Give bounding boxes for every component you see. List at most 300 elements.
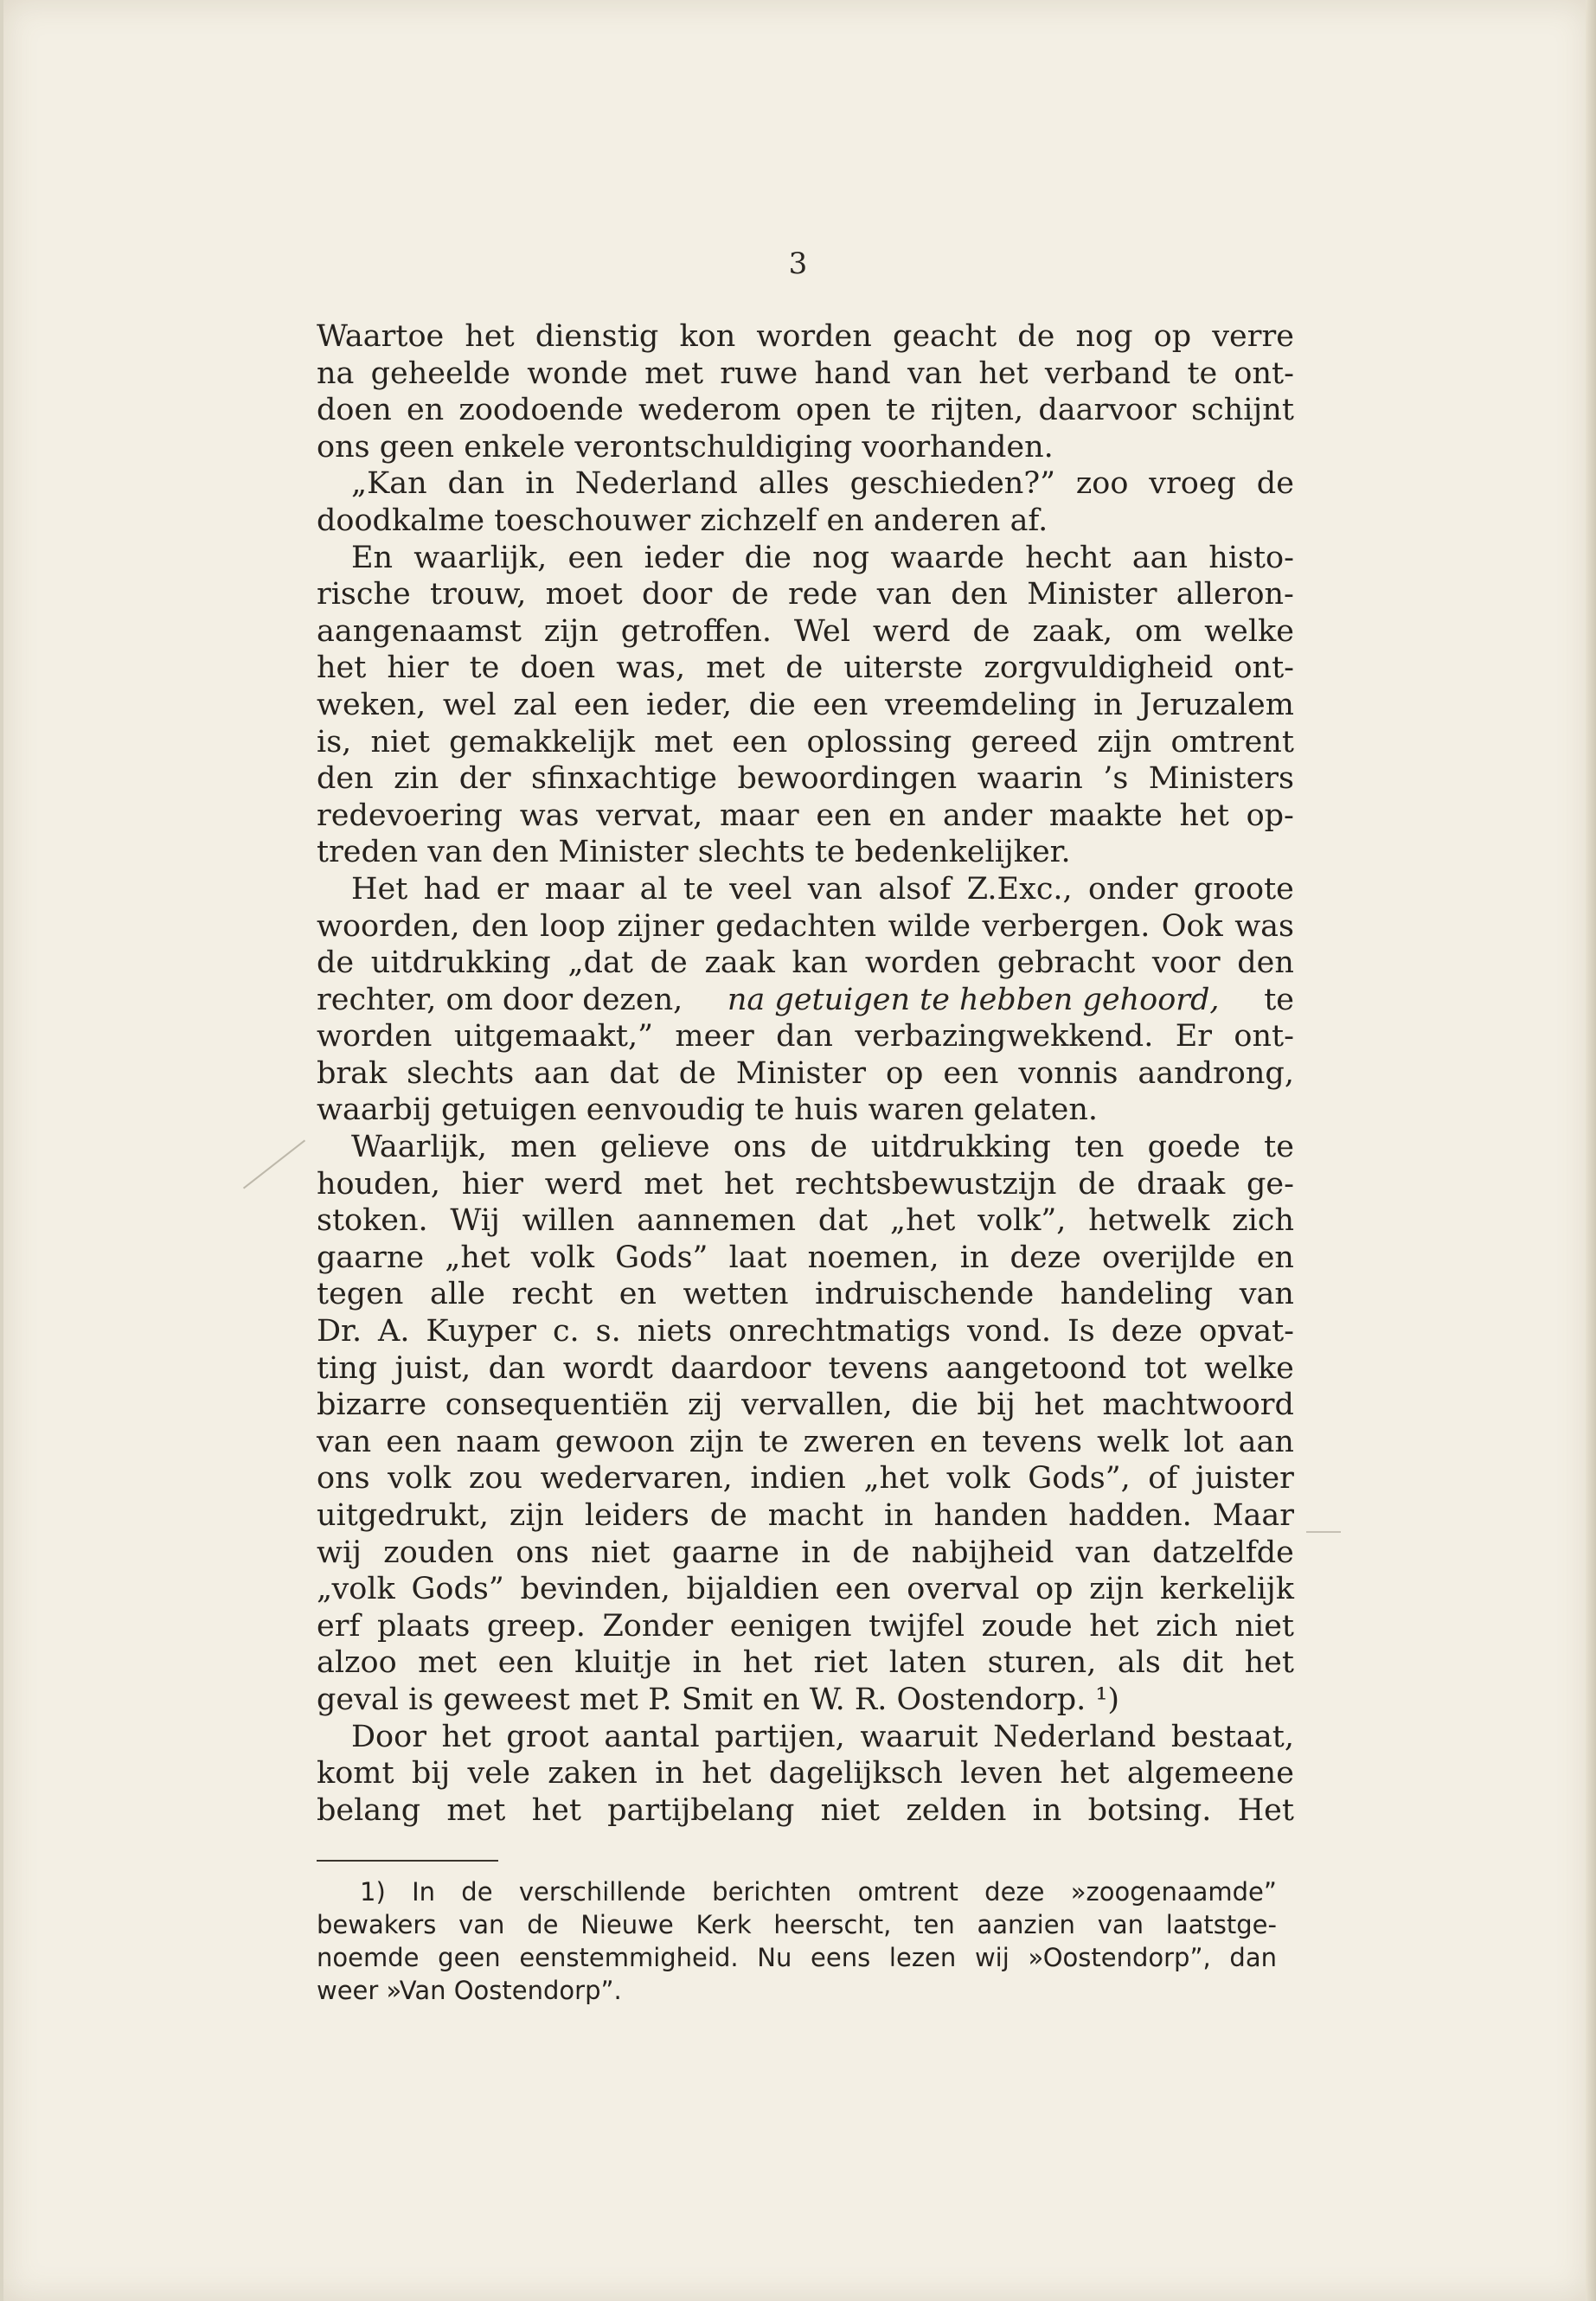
text-line (317, 1792, 1294, 1830)
word: te (1187, 356, 1218, 391)
word: het (1089, 1608, 1139, 1644)
word: wij (317, 1535, 362, 1570)
word: ieder (644, 540, 724, 575)
word: „volk (317, 1572, 395, 1607)
word: aantal (604, 1719, 700, 1754)
text-line (317, 356, 1294, 393)
word: aan (1238, 1424, 1294, 1459)
word: voor (1151, 945, 1221, 981)
word: deze (984, 1877, 1045, 1907)
word: het (531, 1792, 581, 1828)
word: groot (506, 1719, 589, 1754)
word: dat (817, 1203, 869, 1239)
word: ’s (1103, 761, 1129, 797)
word: weken, (317, 687, 426, 722)
word: zijn (1089, 1572, 1144, 1607)
word: overval (907, 1572, 1020, 1607)
word: hadden. (1068, 1498, 1192, 1533)
footnote-line (317, 1875, 1277, 1908)
word: van (1239, 1277, 1294, 1312)
word: onrechtmatigs (728, 1314, 952, 1349)
word: gaarne (317, 1240, 425, 1275)
word: s. (595, 1314, 621, 1349)
word: »Oostendorp”, (1028, 1943, 1211, 1972)
text-line: waarbij getuigen eenvoudig te huis waren gelaten. (317, 1093, 1099, 1128)
word: aanzien (977, 1910, 1075, 1939)
word: een (943, 1055, 999, 1091)
word: rechtsbewustzijn (795, 1166, 1057, 1202)
word: erf (317, 1608, 361, 1644)
word: met (654, 724, 714, 760)
word: Z.Exc., (966, 871, 1073, 907)
word: maakte (1048, 798, 1163, 833)
word: Waartoe (317, 319, 445, 354)
word: van (1075, 1535, 1131, 1570)
word: tevens (828, 1350, 929, 1386)
word: „het (889, 1203, 956, 1239)
word: Jeruzalem (1139, 687, 1294, 722)
text-line (317, 540, 1294, 577)
word: hier (387, 651, 449, 686)
word: bij (411, 1756, 451, 1791)
word: aangetoond (945, 1350, 1127, 1386)
word: ting (317, 1350, 378, 1386)
word: zal (513, 687, 557, 722)
word: tevens (982, 1424, 1082, 1459)
word: geschieden?” (849, 466, 1056, 502)
word: „Kan (351, 466, 427, 502)
word: de (527, 1910, 559, 1939)
word: op- (1246, 798, 1294, 833)
word: heerscht, (773, 1910, 892, 1939)
text-line (317, 871, 1294, 908)
word: was (519, 798, 580, 833)
word: in (525, 466, 554, 502)
word: botsing. (1087, 1792, 1212, 1828)
word: het (702, 1756, 752, 1791)
word: Gods” (411, 1572, 504, 1607)
word: volk (388, 1461, 452, 1497)
word: het (465, 319, 515, 354)
word: nog (812, 540, 870, 575)
word: uitdrukking (370, 945, 551, 981)
word: lot (1183, 1424, 1224, 1459)
word: als (1117, 1645, 1161, 1681)
word: te (1264, 1130, 1294, 1165)
word: een (816, 798, 872, 833)
text-line (317, 798, 1294, 835)
word: moet (545, 577, 623, 612)
word: Gods”, (1028, 1461, 1131, 1497)
word: de (461, 1877, 493, 1907)
word: een (497, 1645, 554, 1681)
word: c. (552, 1314, 580, 1349)
text-line (317, 908, 1294, 945)
word: den (951, 577, 1008, 612)
word: alleron- (1176, 577, 1294, 612)
word: volk”, (977, 1203, 1067, 1239)
word: die (744, 540, 792, 575)
word: of (1148, 1461, 1178, 1497)
word: gereed (971, 724, 1079, 760)
word: een (812, 687, 869, 722)
word: was, (616, 651, 686, 686)
footnote-line (317, 1908, 1277, 1941)
word: al (639, 871, 668, 907)
word: waaruit (860, 1719, 978, 1754)
word: tot (1144, 1350, 1187, 1386)
word: woorden, (317, 908, 460, 944)
word: riet (813, 1645, 869, 1681)
text-line (317, 1644, 1294, 1682)
word: vreemdeling (885, 687, 1077, 722)
word: zijn (543, 613, 599, 649)
word: het (978, 356, 1029, 391)
word: er (496, 871, 529, 907)
text-line (317, 1424, 1294, 1461)
word: bestaat, (1170, 1719, 1294, 1754)
word: waarde (890, 540, 1004, 575)
word: trouw, (430, 577, 527, 612)
word: Zonder (602, 1608, 714, 1644)
text-line (317, 1055, 1294, 1093)
word: kon (679, 319, 736, 354)
text-line (317, 1240, 1294, 1277)
word: zich (1156, 1608, 1218, 1644)
word: A. (378, 1314, 410, 1349)
word: te (758, 1424, 789, 1459)
word: Kuyper (426, 1314, 536, 1349)
text-line (317, 760, 1294, 798)
word: houden, (317, 1166, 440, 1202)
word: van (458, 1910, 505, 1939)
word: zoo (1075, 466, 1129, 502)
text-line (317, 1460, 1294, 1497)
word: datzelfde (1152, 1535, 1294, 1570)
word: de (852, 1535, 890, 1570)
word: partijbelang (607, 1792, 795, 1828)
word: niet (591, 1535, 651, 1570)
word: aan (1131, 540, 1189, 575)
text-line (317, 465, 1294, 503)
word: die (911, 1388, 958, 1423)
word: vervat, (596, 798, 703, 833)
word: zweren (803, 1424, 915, 1459)
word: wonde (527, 356, 628, 391)
word: „het (445, 1240, 510, 1275)
word: naam (456, 1424, 541, 1459)
word: zouden (383, 1535, 494, 1570)
word: alles (758, 466, 830, 502)
word: oplossing (806, 724, 952, 760)
word: Waarlijk, (351, 1130, 487, 1165)
word: vele (467, 1756, 530, 1791)
word: machtwoord (1102, 1388, 1294, 1423)
text-line: ons geen enkele verontschuldiging voorhanden. (317, 429, 1054, 465)
word: alsof (878, 871, 952, 907)
word: in (801, 1535, 831, 1570)
word: verre (1212, 319, 1294, 354)
word: in (1093, 687, 1123, 722)
word: brak (317, 1055, 388, 1091)
word: rede (787, 577, 858, 612)
word: het (724, 1166, 774, 1202)
word: in (1032, 1792, 1062, 1828)
word: deze (1111, 1314, 1183, 1349)
word: volk (530, 1240, 595, 1275)
word: Wel (793, 613, 850, 649)
word: indien (750, 1461, 846, 1497)
word: aangenaamst (317, 613, 522, 649)
word: geacht (892, 319, 997, 354)
word: een (732, 724, 788, 760)
word: worden (756, 319, 872, 354)
text-line (317, 687, 1294, 724)
word: het (1244, 1645, 1294, 1681)
word: dienstig (535, 319, 659, 354)
word: gedachten (715, 908, 877, 944)
word: Wij (450, 1203, 500, 1239)
word: uitgemaakt,” (453, 1019, 653, 1054)
word: van (317, 1424, 372, 1459)
word: in (655, 1756, 684, 1791)
word: de (785, 651, 824, 686)
word: niets (637, 1314, 713, 1349)
word: met (706, 651, 766, 686)
text-line (317, 1497, 1294, 1535)
word: Kerk (695, 1910, 752, 1939)
word: zijner (617, 908, 704, 944)
word: dat (609, 1055, 659, 1091)
word: in (959, 1240, 990, 1275)
word: van (876, 577, 932, 612)
word: algemeene (1126, 1756, 1294, 1791)
word: rijten, (930, 393, 1024, 428)
word: aandrong, (1138, 1055, 1294, 1091)
body-text (317, 318, 1294, 1829)
word: zich (1232, 1203, 1294, 1239)
word: geen (438, 1943, 501, 1972)
word: daarvoor (1038, 393, 1176, 428)
margin-pencil-mark (1306, 1531, 1341, 1533)
word: men (510, 1130, 577, 1165)
word: plaats (376, 1608, 471, 1644)
word: gemakkelijk (449, 724, 635, 760)
word: histo- (1208, 540, 1294, 575)
word: komt (317, 1756, 394, 1791)
italic-phrase: na getuigen te hebben gehoord, (727, 982, 1220, 1017)
word: de (731, 577, 769, 612)
word: aan (534, 1055, 590, 1091)
word: handen (933, 1498, 1048, 1533)
word: hier (461, 1166, 523, 1202)
word: uitdrukking (870, 1130, 1051, 1165)
word: leven (960, 1756, 1043, 1791)
footnote (317, 1875, 1277, 2007)
word: onder (1088, 871, 1178, 907)
text-line (317, 1571, 1294, 1608)
word: deze (1010, 1240, 1081, 1275)
word: open (796, 393, 871, 428)
word: om (1134, 613, 1183, 649)
word: stoken. (317, 1203, 428, 1239)
word: bewoordingen (737, 761, 958, 797)
word: juister (1195, 1461, 1294, 1497)
word: laatstge- (1165, 1910, 1277, 1939)
word: ieder, (645, 687, 732, 722)
word: dan (1229, 1943, 1277, 1972)
word: waarlijk, (413, 540, 548, 575)
word: laten (888, 1645, 967, 1681)
word: te (469, 651, 500, 686)
text-line (317, 392, 1294, 429)
word: ons (516, 1535, 569, 1570)
word: hetwelk (1088, 1203, 1210, 1239)
word: wordt (562, 1350, 653, 1386)
word: handeling (1060, 1277, 1214, 1312)
word: zou (468, 1461, 522, 1497)
word: het (742, 1645, 793, 1681)
word: niet (1234, 1608, 1294, 1644)
word: ont- (1234, 651, 1294, 686)
word: de (317, 945, 355, 981)
word: op (885, 1055, 924, 1091)
word: gebracht (997, 945, 1136, 981)
word: had (423, 871, 481, 907)
word: belang (317, 1792, 421, 1828)
word: Minister (1027, 577, 1157, 612)
word: Maar (1212, 1498, 1294, 1533)
text-line (317, 1755, 1294, 1792)
word: greep. (486, 1608, 586, 1644)
word: ander (942, 798, 1033, 833)
word: zorgvuldigheid (984, 651, 1214, 686)
word: zelden (906, 1792, 1007, 1828)
text-line (317, 1018, 1294, 1055)
word: veel (729, 871, 792, 907)
word: hecht (1025, 540, 1112, 575)
text-line (317, 1129, 1294, 1166)
word: »zoogenaamde” (1070, 1877, 1277, 1907)
word: zaak, (1032, 613, 1113, 649)
word: een (574, 687, 630, 722)
word: die (748, 687, 796, 722)
word: recht (511, 1277, 593, 1312)
word: macht (767, 1498, 864, 1533)
word: alzoo (317, 1645, 397, 1681)
word: ruwe (720, 356, 798, 391)
word: gewoon (554, 1424, 675, 1459)
word: wel (442, 687, 497, 722)
word: de (678, 1055, 716, 1091)
word: twijfel (869, 1608, 965, 1644)
word: zoude (981, 1608, 1073, 1644)
word: Er (1175, 1019, 1213, 1054)
word: vonnis (1018, 1055, 1118, 1091)
word: worden (864, 945, 981, 981)
word: de (1078, 1166, 1116, 1202)
word: En (351, 540, 394, 575)
word: te (683, 871, 714, 907)
word: dit (1182, 1645, 1224, 1681)
word: redevoering (317, 798, 503, 833)
word: wederom (638, 393, 781, 428)
word: op (1035, 1572, 1074, 1607)
word: welke (1204, 1350, 1294, 1386)
word: dan (447, 466, 505, 502)
word: werd (872, 613, 951, 649)
word: sturen, (987, 1645, 1097, 1681)
word: ten (913, 1910, 955, 1939)
word: maar (544, 871, 625, 907)
word: Het (351, 871, 408, 907)
word: van (807, 871, 862, 907)
word: met (418, 1645, 478, 1681)
word: Gods” (615, 1240, 708, 1275)
word: niet (820, 1792, 881, 1828)
word: meer (675, 1019, 754, 1054)
word: geheelde (370, 356, 511, 391)
word: vroeg (1149, 466, 1236, 502)
word: verbergen. (982, 908, 1151, 944)
word: noemde (317, 1943, 420, 1972)
word: berichten (712, 1877, 832, 1907)
word: dan (776, 1019, 833, 1054)
word: van (1097, 1910, 1144, 1939)
word: sfinxachtige (531, 761, 718, 797)
text-line (317, 1719, 1294, 1756)
word: draak (1137, 1166, 1226, 1202)
word: alle (429, 1277, 485, 1312)
word: 1) (360, 1877, 386, 1907)
word: rische (317, 577, 411, 612)
text-line (317, 1387, 1294, 1424)
word: waarin (977, 761, 1083, 797)
text-line: treden van den Minister slechts te bedenkelijker. (317, 835, 1071, 870)
word: omtrent (857, 1877, 958, 1907)
text-line (317, 1535, 1294, 1572)
word: werd (544, 1166, 623, 1202)
word: opvat- (1198, 1314, 1294, 1349)
word: welk (1097, 1424, 1170, 1459)
footnote-rule (317, 1860, 498, 1862)
word: maar (719, 798, 799, 833)
word: in (692, 1645, 722, 1681)
word: te (885, 393, 916, 428)
word: loop (540, 908, 606, 944)
word: een (835, 1572, 891, 1607)
word: overijlde (1101, 1240, 1236, 1275)
word: der (458, 761, 511, 797)
page-number: 3 (788, 247, 808, 281)
word: wilde (888, 908, 971, 944)
word: Is (1067, 1314, 1095, 1349)
word: met (446, 1792, 506, 1828)
page-edge (1586, 0, 1596, 2301)
word: zaak (704, 945, 775, 981)
text-line (317, 318, 1294, 356)
word: zin (394, 761, 439, 797)
word: en (888, 798, 926, 833)
text-segment: rechter, om door dezen, (317, 982, 693, 1017)
word: getroffen. (620, 613, 772, 649)
word: hand (814, 356, 891, 391)
word: willen (522, 1203, 615, 1239)
text-line (317, 1350, 1294, 1388)
word: Nu (757, 1943, 792, 1972)
word: en (406, 393, 445, 428)
word: Ministers (1148, 761, 1294, 797)
